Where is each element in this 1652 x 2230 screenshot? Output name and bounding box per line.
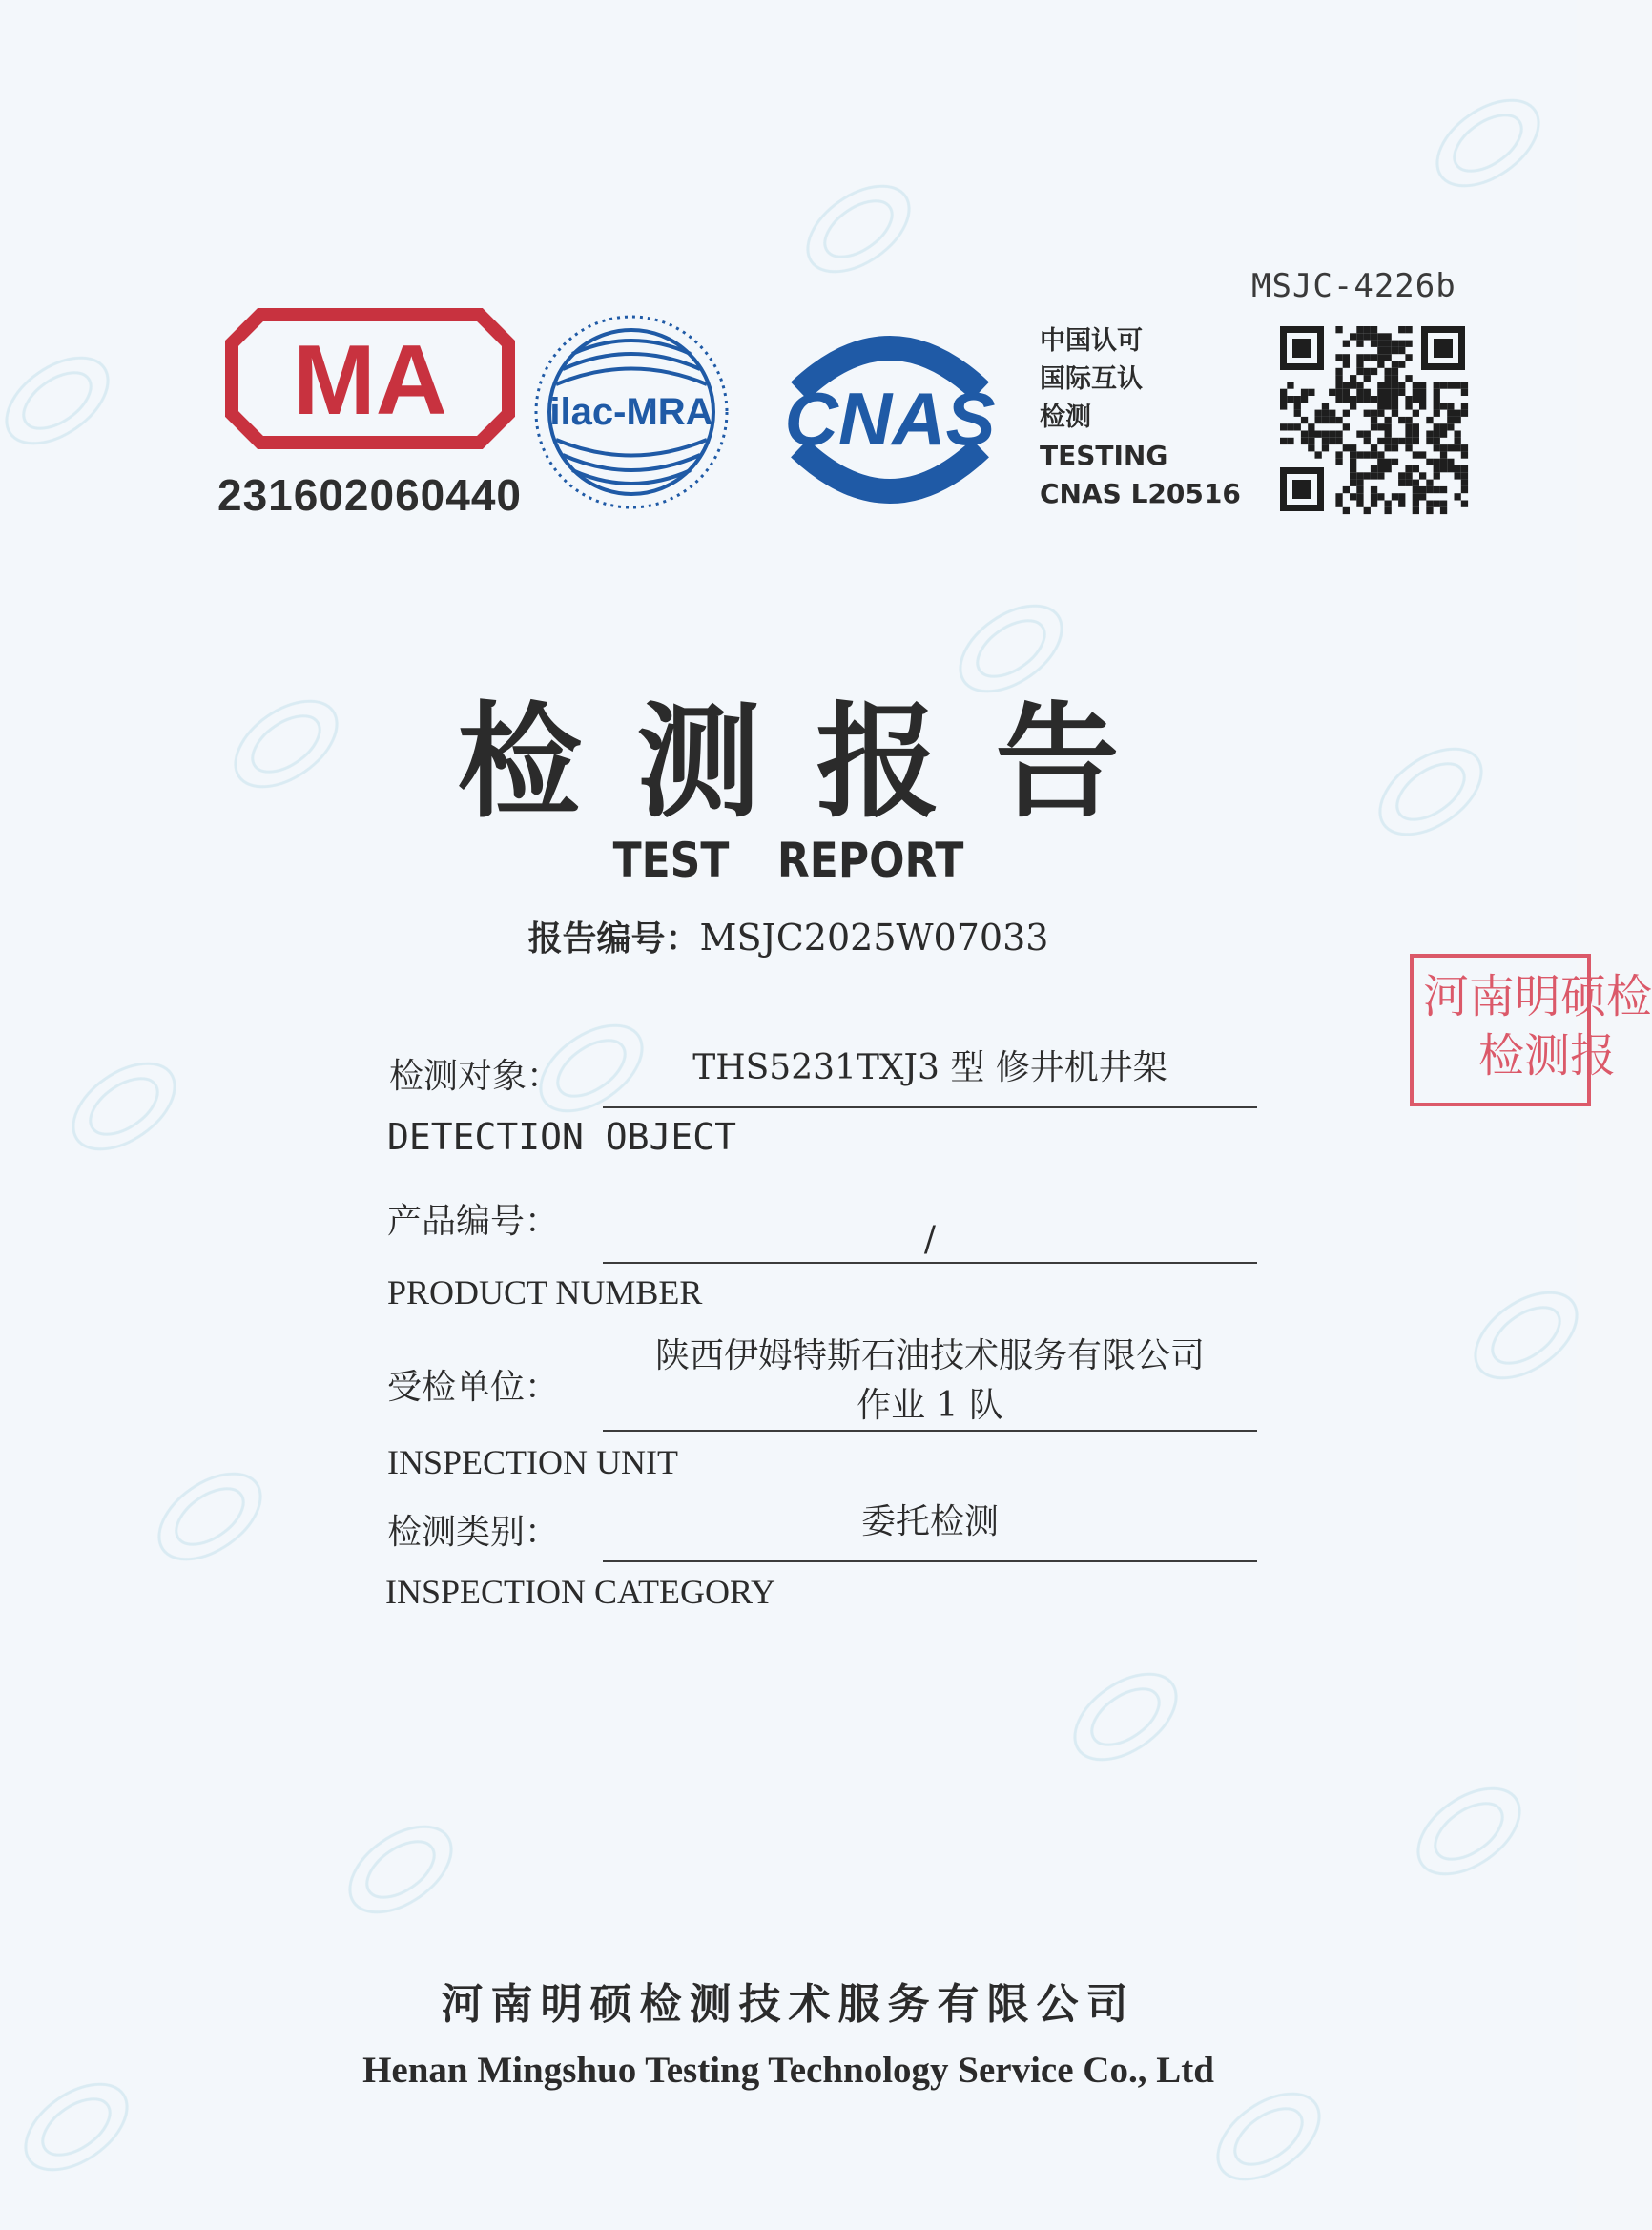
inspection-unit-value [603,1332,1257,1431]
ilac-mark-text: ilac-MRA [549,391,713,433]
stamp-line: 检测报 [1478,1029,1617,1083]
cnas-logo [771,324,1009,510]
product-number-underline [603,1262,1257,1264]
inspection-unit-label: 受检单位： [387,1368,560,1407]
cnas-caption-line: 中国认可 [1040,326,1143,356]
stamp-line: 河南明硕检 [1423,970,1652,1023]
report-title-cn: 检测报告 [457,689,1175,835]
report-title-en: TEST REPORT [612,833,964,888]
inspection-unit-underline [603,1430,1257,1432]
report-number-label: 报告编号： [527,919,700,959]
report-number-value: MSJC2025W07033 [699,917,1049,959]
product-number-label: 产品编号： [387,1202,560,1241]
company-name-cn: 河南明硕检测技术服务有限公司 [441,1980,1136,2029]
product-number-value: / [923,1220,937,1259]
detection-object-label: 检测对象： [389,1057,562,1096]
company-seal-stamp [1410,954,1652,1106]
inspection-unit-value-line: 作业 1 队 [857,1386,1003,1425]
company-name-en: Henan Mingshuo Testing Technology Service Co., Ltd [362,2050,1214,2091]
detection-object-underline [603,1106,1257,1108]
inspection-category-value: 委托检测 [860,1502,999,1541]
detection-object-label-en: DETECTION OBJECT [387,1116,737,1158]
cnas-mark-text: CNAS [784,377,996,461]
inspection-category-label: 检测类别： [387,1513,560,1552]
cnas-caption [1040,322,1241,513]
qr-code-icon[interactable] [1278,324,1467,513]
inspection-unit-label-en: INSPECTION UNIT [387,1443,678,1481]
inspection-category-label-en: INSPECTION CATEGORY [385,1573,776,1611]
inspection-unit-value-line: 陕西伊姆特斯石油技术服务有限公司 [654,1336,1205,1375]
detection-object-value: THS5231TXJ3 型 修井机井架 [692,1048,1167,1087]
inspection-category-underline [603,1560,1257,1562]
cma-mark-text: MA [293,325,447,436]
cnas-caption-line: 国际互认 [1040,364,1143,394]
report-number [0,912,1577,960]
cma-logo [222,307,518,450]
cnas-caption-line: 检测 [1040,403,1091,432]
cma-certificate-number: 231602060440 [217,470,522,520]
ilac-mra-logo [529,310,734,515]
document-code: MSJC-4226b [1251,267,1456,305]
product-number-label-en: PRODUCT NUMBER [387,1273,703,1311]
cnas-caption-line: CNAS L20516 [1040,478,1241,509]
cnas-caption-line: TESTING [1040,440,1168,471]
